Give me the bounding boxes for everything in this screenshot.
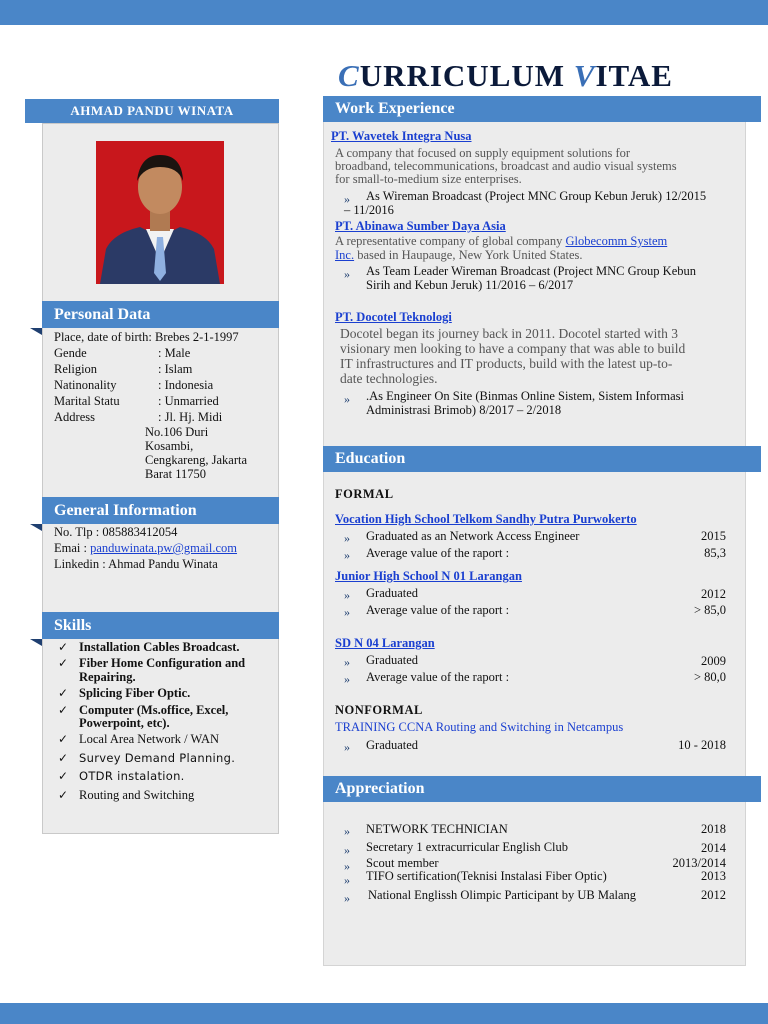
phone-number: No. Tlp : 085883412054 — [54, 525, 178, 539]
education-year: 2012 — [701, 587, 726, 601]
company-description: broadband, telecommunications, broadcast and audio visual systems — [335, 159, 677, 173]
religion-value: : Islam — [158, 362, 193, 376]
address-line: Barat 11750 — [145, 467, 206, 481]
double-chevron-icon: » — [344, 891, 350, 905]
education-detail: Graduated — [366, 586, 419, 600]
top-accent-bar — [0, 0, 768, 25]
bottom-accent-bar — [0, 1003, 768, 1024]
school-link[interactable]: Vocation High School Telkom Sandhy Putra Purwokerto — [335, 512, 637, 526]
training-title: TRAINING CCNA Routing and Switching in Netcampus — [335, 720, 624, 734]
checkmark-icon: ✓ — [58, 751, 69, 765]
double-chevron-icon: » — [344, 843, 350, 857]
appreciation-year: 2014 — [701, 841, 726, 855]
page-title: CURRICULUM VITAE — [338, 58, 673, 93]
nationality-label: Natinonality — [54, 378, 117, 392]
double-chevron-icon: » — [344, 531, 350, 545]
address-line: Cengkareng, Jakarta — [145, 453, 248, 467]
job-role: Administrasi Brimob) 8/2017 – 2/2018 — [366, 403, 562, 417]
double-chevron-icon: » — [344, 740, 350, 754]
education-score: > 85,0 — [693, 603, 726, 617]
skills-heading: Skills — [42, 612, 279, 639]
double-chevron-icon: » — [344, 588, 350, 602]
company-description: Docotel began its journey back in 2011. Docotel started with 3 — [340, 326, 679, 341]
email-row — [54, 540, 237, 556]
double-chevron-icon: » — [344, 873, 350, 887]
email-label: Emai : — [54, 541, 91, 555]
job-role: – 11/2016 — [344, 203, 394, 217]
profile-photo — [96, 141, 224, 284]
double-chevron-icon: » — [344, 859, 350, 873]
globecomm-link[interactable]: Inc. — [335, 248, 355, 262]
appreciation-item: Secretary 1 extracurricular English Club — [366, 840, 569, 854]
education-year: 2009 — [701, 654, 726, 668]
school-link[interactable]: SD N 04 Larangan — [335, 636, 435, 650]
appreciation-year: 2018 — [701, 822, 726, 836]
double-chevron-icon: » — [344, 392, 350, 406]
company-description: date technologies. — [340, 371, 438, 386]
job-role: As Team Leader Wireman Broadcast (Project MNC Group Kebun — [366, 264, 697, 278]
personal-data-heading: Personal Data — [42, 301, 279, 328]
education-detail: Average value of the raport : — [366, 546, 510, 560]
appreciation-item: NETWORK TECHNICIAN — [366, 822, 508, 836]
education-detail: Graduated as an Network Access Engineer — [366, 529, 580, 543]
company-link[interactable]: PT. Docotel Teknologi — [335, 310, 452, 324]
linkedin-info: Linkedin : Ahmad Pandu Winata — [54, 557, 218, 571]
checkmark-icon: ✓ — [58, 732, 69, 746]
globecomm-link[interactable]: Globecomm System — [565, 234, 668, 248]
company-description: for small-to-medium size enterprises. — [335, 172, 522, 186]
company-description: A company that focused on supply equipment solutions for — [335, 146, 631, 160]
appreciation-item: Scout member — [366, 856, 439, 870]
school-link[interactable]: Junior High School N 01 Larangan — [335, 569, 522, 583]
education-score: 85,3 — [704, 546, 726, 560]
education-heading: Education — [323, 446, 761, 472]
address-line: Kosambi, — [145, 439, 194, 453]
company-link[interactable]: PT. Wavetek Integra Nusa — [331, 129, 472, 143]
education-year: 2015 — [701, 529, 726, 543]
gender-value: : Male — [158, 346, 191, 360]
gender-label: Gende — [54, 346, 87, 360]
checkmark-icon: ✓ — [58, 686, 69, 700]
checkmark-icon: ✓ — [58, 656, 69, 670]
checkmark-icon: ✓ — [58, 640, 69, 654]
birth-info: Place, date of birth: Brebes 2-1-1997 — [54, 330, 239, 344]
address-line: No.106 Duri — [145, 425, 209, 439]
nonformal-label: NONFORMAL — [335, 703, 423, 717]
appreciation-heading: Appreciation — [323, 776, 761, 802]
address-value: : Jl. Hj. Midi — [158, 410, 223, 424]
double-chevron-icon: » — [344, 824, 350, 838]
address-label: Address — [54, 410, 95, 424]
checkmark-icon: ✓ — [58, 703, 69, 717]
appreciation-year: 2013/2014 — [672, 856, 726, 870]
double-chevron-icon: » — [344, 267, 350, 281]
company-link[interactable]: PT. Abinawa Sumber Daya Asia — [335, 219, 506, 233]
education-detail: Average value of the raport : — [366, 670, 510, 684]
marital-label: Marital Statu — [54, 394, 120, 408]
checkmark-icon: ✓ — [58, 769, 69, 783]
appreciation-item: TIFO sertification(Teknisi Instalasi Fiber Optic) — [366, 869, 607, 883]
general-info-heading: General Information — [42, 497, 279, 524]
job-role: Sirih and Kebun Jeruk) 11/2016 – 6/2017 — [366, 278, 574, 292]
checkmark-icon: ✓ — [58, 788, 69, 802]
person-portrait-icon — [96, 141, 224, 284]
education-score: > 80,0 — [693, 670, 726, 684]
double-chevron-icon: » — [344, 605, 350, 619]
company-description: visionary men looking to have a company that was able to build — [340, 341, 686, 356]
education-detail: Graduated — [366, 653, 419, 667]
marital-value: : Unmarried — [158, 394, 219, 408]
job-role: .As Engineer On Site (Binmas Online Sistem, Sistem Informasi — [366, 389, 685, 403]
company-description: Inc. based in Haupauge, New York United States. — [335, 248, 583, 262]
formal-label: FORMAL — [335, 487, 394, 501]
training-date: 10 - 2018 — [678, 738, 726, 752]
double-chevron-icon: » — [344, 548, 350, 562]
training-detail: Graduated — [366, 738, 419, 752]
work-experience-heading: Work Experience — [323, 96, 761, 122]
company-description: A representative company of global company Globecomm System — [335, 234, 668, 248]
job-role: As Wireman Broadcast (Project MNC Group Kebun Jeruk) 12/2015 — [366, 189, 707, 203]
double-chevron-icon: » — [344, 655, 350, 669]
email-link[interactable]: panduwinata.pw@gmail.com — [90, 541, 238, 555]
education-detail: Average value of the raport : — [366, 603, 510, 617]
company-description: IT infrastructures and IT products, build with the latest up-to- — [340, 356, 673, 371]
appreciation-year: 2013 — [701, 869, 726, 883]
appreciation-year: 2012 — [701, 888, 726, 902]
double-chevron-icon: » — [344, 672, 350, 686]
religion-label: Religion — [54, 362, 98, 376]
name-banner: AHMAD PANDU WINATA — [25, 99, 279, 123]
appreciation-item: National Englissh Olimpic Participant by UB Malang — [368, 888, 637, 902]
double-chevron-icon: » — [344, 192, 350, 206]
nationality-value: : Indonesia — [158, 378, 214, 392]
